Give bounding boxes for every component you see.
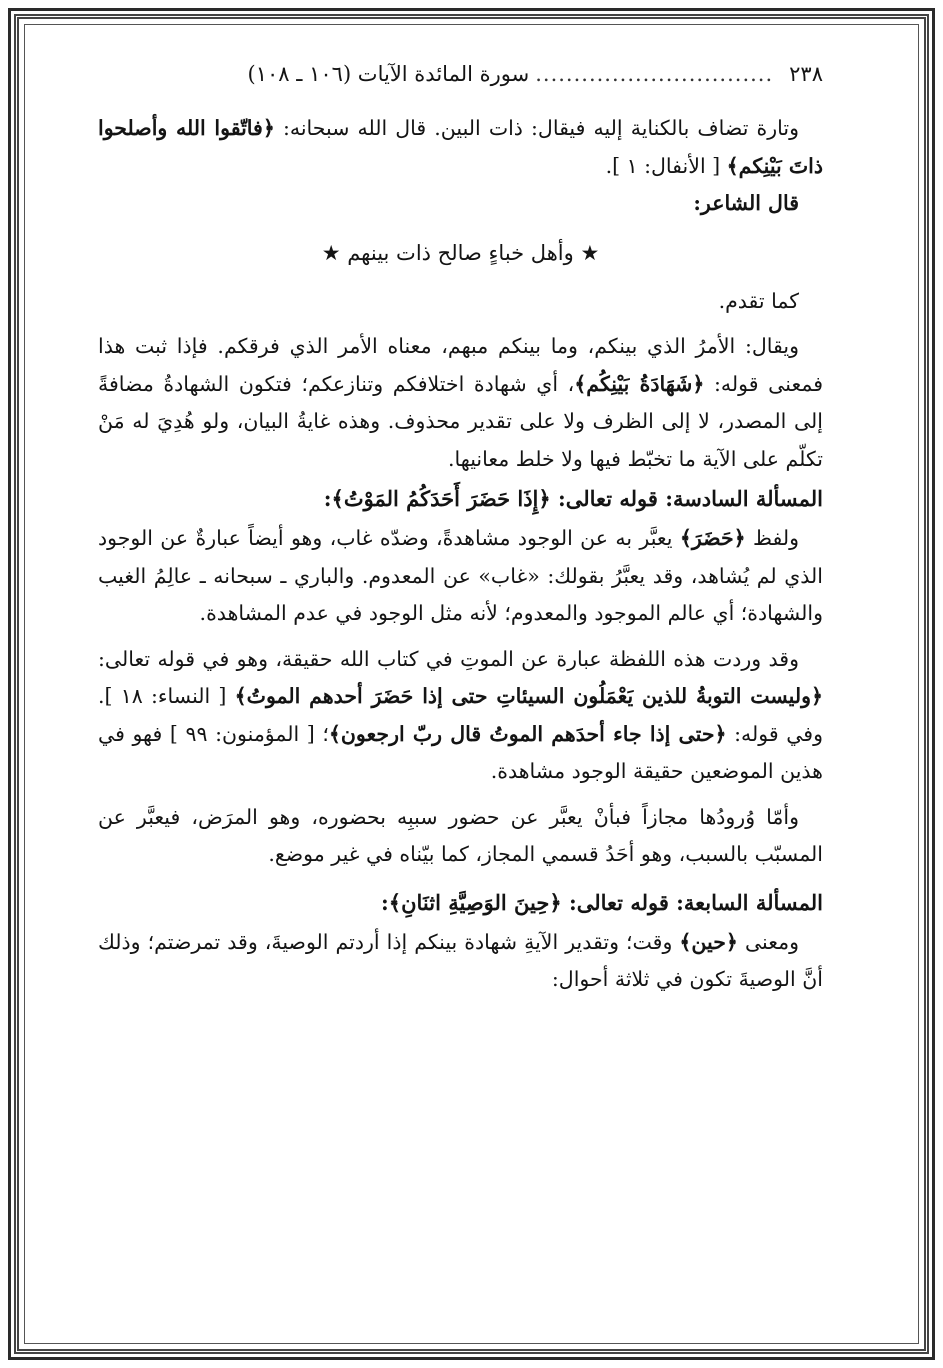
page-number: ٢٣٨	[789, 62, 823, 86]
section-heading-6: المسألة السادسة: قوله تعالى: ﴿إِذَا حَضَرَ أَحَدَكُمُ المَوْتُ﴾:	[323, 486, 823, 511]
text-span: ، أي شهادة اختلافكم وتنازعكم؛ فتكون الشهادةُ مضافةً إلى المصدر، لا إلى الظرف ولا على تقدير محذوف. وهذه غايةُ البيان، ولو هُدِيَ له مَنْ تكلّم على الآية ما تخبّط فيها ولا خلط معانيها.	[98, 371, 823, 471]
paragraph-5	[98, 641, 823, 791]
surah-title: سورة المائدة الآيات (١٠٦ ـ ١٠٨)	[247, 62, 530, 86]
quran-quote: ﴿حين﴾	[679, 929, 738, 954]
poetry-verse: ★ وأهل خباءٍ صالح ذات بينهم ★	[321, 240, 600, 265]
text-span: ؛ [ المؤمنون: ٩٩ ] فهو في هذين الموضعين حقيقة الوجود مشاهدة.	[98, 721, 823, 783]
text-span: وتارة تضاف بالكناية إليه فيقال: ذات البين. قال الله سبحانه:	[274, 116, 799, 140]
header-leader-dots: ...............................	[535, 62, 774, 86]
text-span: ومعنى	[737, 929, 799, 954]
text-span: ولفظ	[745, 526, 799, 550]
paragraph-6: وأمّا وُرودُها مجازاً فبأنْ يعبَّر عن حضور سببِه بحضوره، وهو المرَض، فيعبَّر عن المسبّب بالسبب، وهو أحَدُ قسمي المجاز، كما بيّناه في غير موضع.	[98, 804, 823, 866]
poet-intro: قال الشاعر:	[693, 191, 799, 215]
paragraph-7	[98, 924, 823, 999]
running-header	[98, 62, 823, 86]
quran-quote: ﴿شَهَادَةُ بَيْنِكُم﴾	[574, 371, 705, 396]
paragraph-1	[98, 110, 823, 185]
quran-quote: ﴿وليست التوبةُ للذين يَعْمَلُون السيئاتِ حتى إذا حَضَرَ أحدهم الموتُ﴾	[234, 684, 823, 708]
text-span: [ النساء: ١٨ ]. وفي قوله:	[98, 684, 823, 746]
paragraph-3	[98, 328, 823, 478]
paragraph-2: كما تقدم.	[718, 288, 799, 313]
text-span: وقت؛ وتقدير الآيةِ شهادة بينكم إذا أردتم الوصيةَ، وقد تمرضتم؛ وذلك أنَّ الوصيةَ تكون في ثلاثة أحوال:	[98, 929, 823, 991]
quran-quote: ﴿حتى إذا جاء أحدَهم الموتُ قال ربّ ارجعون﴾	[328, 721, 727, 746]
page-body	[98, 62, 823, 1288]
text-span: ويقال: الأمرُ الذي بينكم، وما بينكم مبهم، معناه الأمر الذي فرقكم. فإذا ثبت هذا فمعنى قوله:	[98, 334, 823, 396]
section-heading-7: المسألة السابعة: قوله تعالى: ﴿حِينَ الوَصِيَّةِ اثنَانِ﴾:	[381, 889, 823, 915]
paragraph-4	[98, 520, 823, 633]
quran-quote: ﴿فاتّقوا الله وأصلحوا ذاتَ بَيْنِكم﴾	[98, 116, 823, 178]
text-span: يعبَّر به عن الوجود مشاهدةً، وضدّه غاب، وهو أيضاً عبارةٌ عن الوجود الذي لم يُشاهد، وقد يعبَّرُ بقولك: «غاب» عن المعدوم. والباري ـ سبحانه ـ عالِمُ الغيب والشهادة؛ أي عالم الموجود والمعدوم؛ لأنه مثل الوجود في عدم المشاهدة.	[98, 526, 823, 625]
text-span: [ الأنفال: ١ ].	[605, 153, 727, 178]
text-span: وقد وردت هذه اللفظة عبارة عن الموتِ في كتاب الله حقيقة، وهو في قوله تعالى:	[98, 646, 799, 671]
quran-quote: ﴿حَضَرَ﴾	[679, 526, 746, 550]
